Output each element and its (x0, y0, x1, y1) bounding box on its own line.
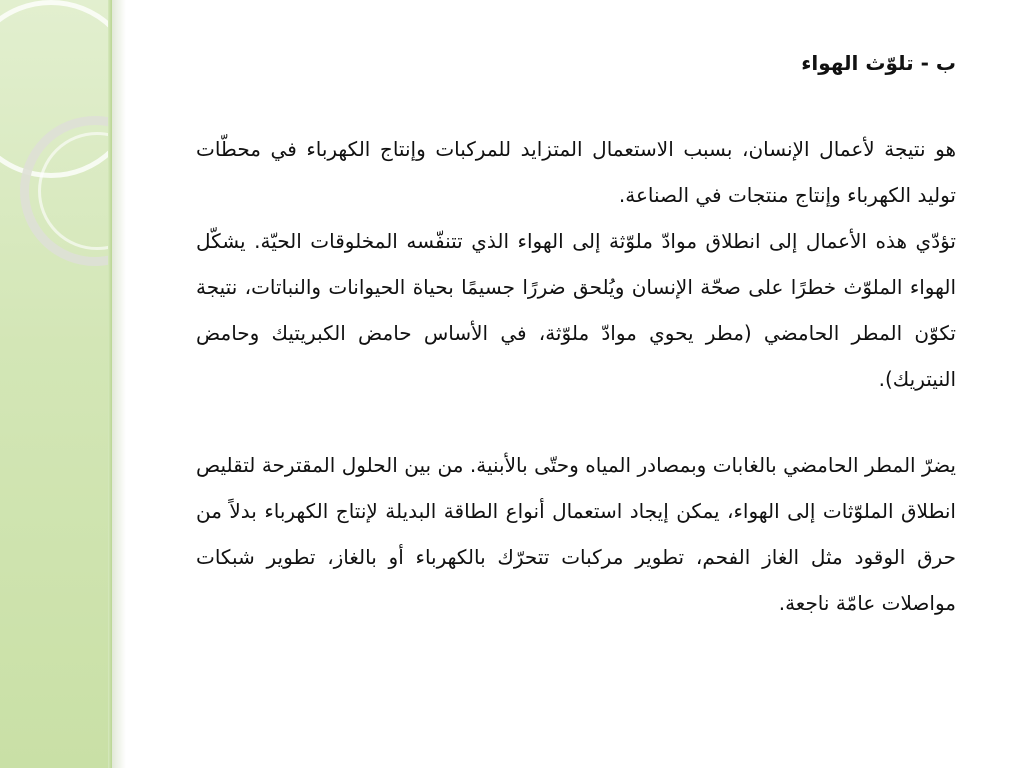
paragraph-3: يضرّ المطر الحامضي بالغابات وبمصادر المياه وحتّى بالأبنية. من بين الحلول المقترحة لتقليص انطلاق الملوّثات إلى الهواء، يمكن إيجاد استعمال أنواع الطاقة البديلة لإنتاج الكهرباء بدلاً من حرق الوقود مثل الغاز الفحم، تطوير مركبات تتحرّك بالكهرباء أو بالغاز، تطوير شبكات مواصلات عامّة ناجعة. (196, 453, 956, 615)
slide-heading: ب - تلوّث الهواء (801, 51, 956, 75)
slide-content (196, 40, 956, 626)
paragraph-1: هو نتيجة لأعمال الإنسان، بسبب الاستعمال المتزايد للمركبات وإنتاج الكهرباء في محطّات توليد الكهرباء وإنتاج منتجات في الصناعة. (196, 137, 956, 207)
paragraph-2: تؤدّي هذه الأعمال إلى انطلاق موادّ ملوّثة إلى الهواء الذي تتنفّسه المخلوقات الحيّة. يشكّل الهواء الملوّث خطرًا على صحّة الإنسان ويُلحق ضررًا جسيمًا بحياة الحيوانات والنباتات، نتيجة تكوّن المطر الحامضي (مطر يحوي موادّ ملوّثة، في الأساس حامض الكبريتيك وحامض النيتريك). (196, 229, 956, 391)
side-panel-shadow (112, 0, 126, 768)
decorative-side-panel (0, 0, 112, 768)
